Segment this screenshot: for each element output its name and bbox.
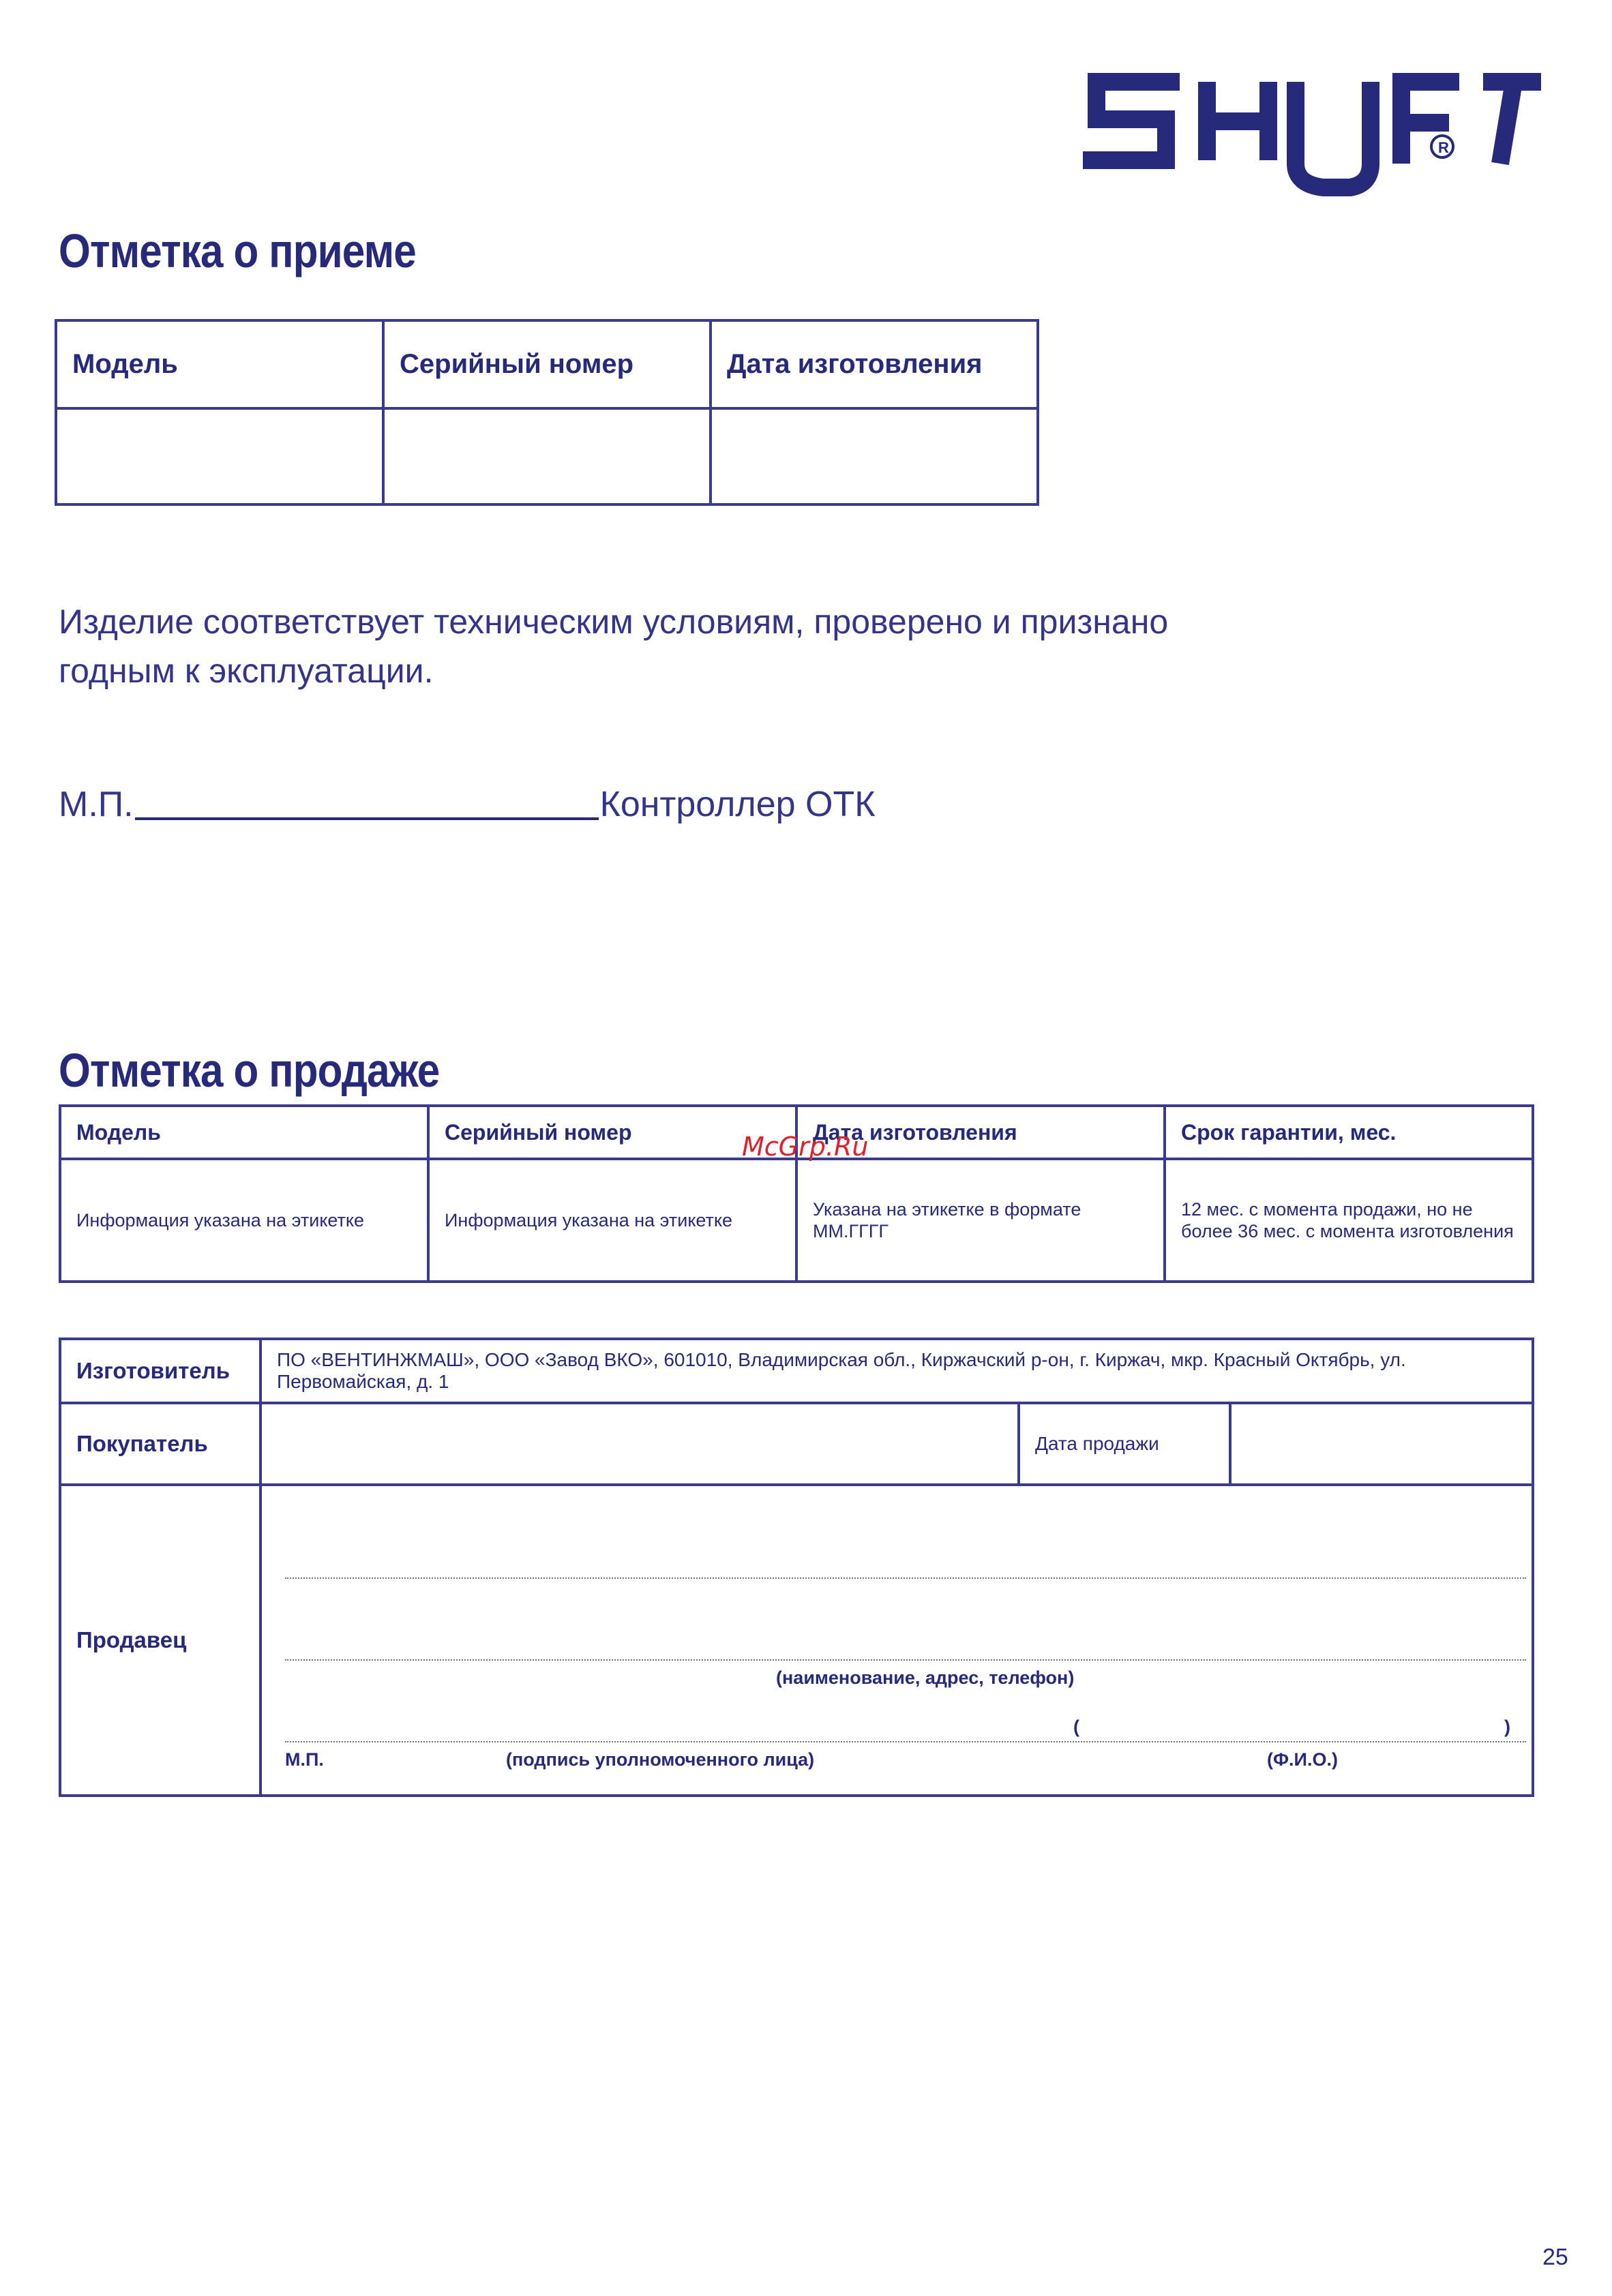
manufacturer-value: ПО «ВЕНТИНЖМАШ», ООО «Завод ВКО», 601010, Владимирская обл., Киржачский р-он, г. Киржач, мкр. Красный Октябрь, ул. Первомайская, д. 1 bbox=[260, 1339, 1533, 1403]
acceptance-model-field[interactable] bbox=[56, 408, 383, 504]
watermark: McGrp.Ru bbox=[742, 1132, 869, 1162]
signature-hint: (подпись уполномоченного лица) bbox=[506, 1749, 815, 1770]
details-table bbox=[59, 1338, 1534, 1797]
acceptance-date-field[interactable] bbox=[711, 408, 1038, 504]
controller-label: Контроллер ОТК bbox=[599, 785, 876, 824]
acceptance-title: Отметка о приеме bbox=[59, 224, 416, 277]
qc-signature-line bbox=[59, 784, 876, 825]
sale-model-value: Информация указана на этикетке bbox=[60, 1159, 428, 1282]
sale-header-model: Модель bbox=[60, 1106, 428, 1159]
brand-logo bbox=[1077, 68, 1548, 205]
paren-open: ( bbox=[1073, 1717, 1079, 1737]
stamp-label: М.П. bbox=[59, 785, 134, 824]
sale-warranty-value: 12 мес. с момента продажи, но не более 36 мес. с момента изготовления bbox=[1165, 1159, 1533, 1282]
page-number: 25 bbox=[1542, 2244, 1568, 2270]
sale-header-warranty: Срок гарантии, мес. bbox=[1165, 1106, 1533, 1159]
seller-line-2 bbox=[285, 1659, 1526, 1661]
qc-signature-field[interactable] bbox=[135, 817, 599, 820]
sale-header-date: Дата изготовления bbox=[796, 1106, 1165, 1159]
name-hint: (Ф.И.О.) bbox=[1267, 1749, 1338, 1770]
sale-date-label: Дата продажи bbox=[1019, 1403, 1230, 1485]
seller-field[interactable] bbox=[260, 1485, 1533, 1796]
acceptance-serial-field[interactable] bbox=[383, 408, 711, 504]
acceptance-table bbox=[55, 319, 1039, 506]
buyer-field[interactable] bbox=[260, 1403, 1019, 1485]
sale-date-value: Указана на этикетке в формате ММ.ГГГГ bbox=[796, 1159, 1165, 1282]
acceptance-header-model: Модель bbox=[56, 320, 383, 408]
acceptance-header-serial: Серийный номер bbox=[383, 320, 711, 408]
paren-close: ) bbox=[1504, 1717, 1510, 1737]
seller-label: Продавец bbox=[60, 1485, 260, 1796]
manufacturer-label: Изготовитель bbox=[60, 1339, 260, 1403]
signature-line bbox=[285, 1741, 1526, 1742]
acceptance-statement: Изделие соответствует техническим условиям, проверено и признано годным к эксплуатации. bbox=[59, 603, 1169, 690]
seller-line-1 bbox=[285, 1577, 1526, 1579]
seller-stamp-label: М.П. bbox=[285, 1749, 324, 1770]
svg-text:R: R bbox=[1438, 139, 1449, 156]
sale-header-serial: Серийный номер bbox=[428, 1106, 796, 1159]
seller-hint: (наименование, адрес, телефон) bbox=[776, 1667, 1075, 1688]
buyer-label: Покупатель bbox=[60, 1403, 260, 1485]
sale-date-field[interactable] bbox=[1230, 1403, 1533, 1485]
sale-title: Отметка о продаже bbox=[59, 1044, 440, 1097]
sale-serial-value: Информация указана на этикетке bbox=[428, 1159, 796, 1282]
acceptance-header-date: Дата изготовления bbox=[711, 320, 1038, 408]
